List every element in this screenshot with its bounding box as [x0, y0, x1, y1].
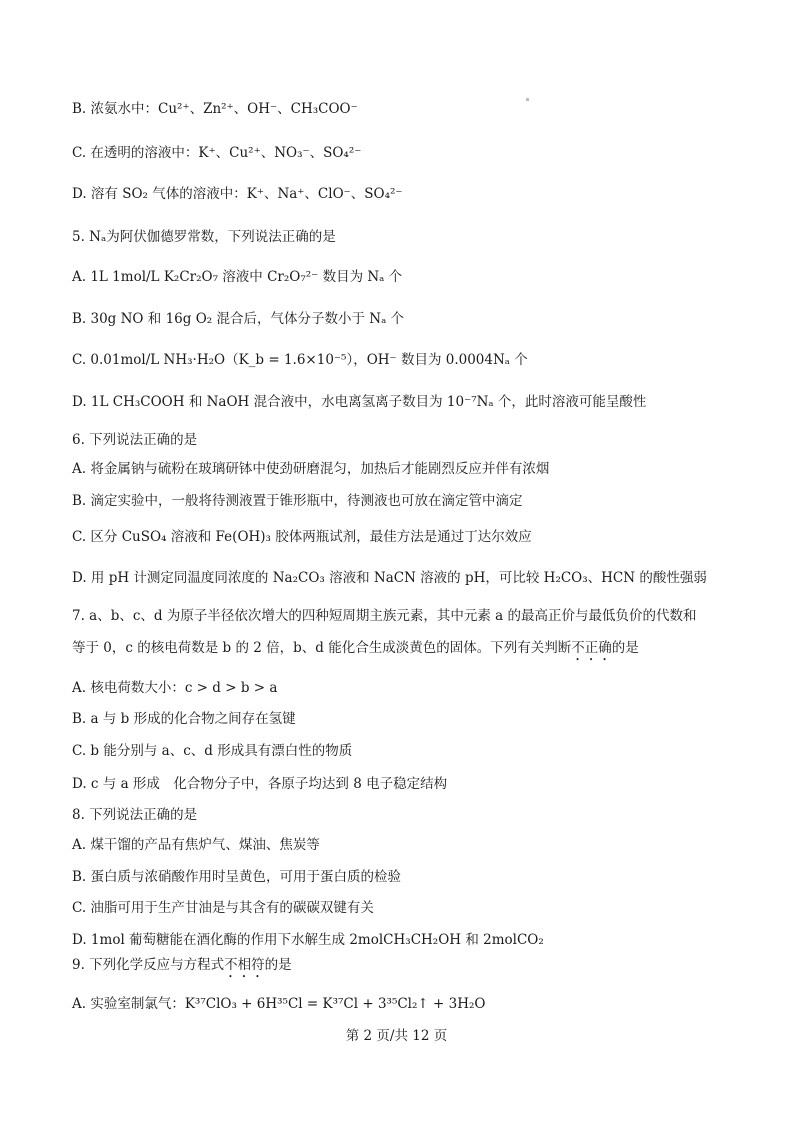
option-5d: D. 1L CH₃COOH 和 NaOH 混合液中，水电离氢离子数目为 10⁻⁷Nₐ 个，此时溶液可能呈酸性: [72, 394, 647, 410]
question-9-stem: 9. 下列化学反应与方程式不相符的是: [72, 957, 292, 973]
question-5-stem: 5. Nₐ为阿伏伽德罗常数，下列说法正确的是: [72, 229, 336, 245]
option-6c: C. 区分 CuSO₄ 溶液和 Fe(OH)₃ 胶体两瓶试剂，最佳方法是通过丁达尔效应: [72, 529, 532, 545]
question-8-stem: 8. 下列说法正确的是: [72, 807, 198, 823]
option-6a: A. 将金属钠与硫粉在玻璃研钵中使劲研磨混匀，加热后才能剧烈反应并伴有浓烟: [72, 461, 550, 477]
option-8b: B. 蛋白质与浓硝酸作用时呈黄色，可用于蛋白质的检验: [72, 869, 402, 885]
option-5a: A. 1L 1mol/L K₂Cr₂O₇ 溶液中 Cr₂O₇²⁻ 数目为 Nₐ 个: [72, 269, 403, 285]
option-6b: B. 滴定实验中，一般将待测液置于锥形瓶中，待测液也可放在滴定管中滴定: [72, 493, 523, 509]
option-9a: A. 实验室制氯气：K³⁷ClO₃ + 6H³⁵Cl = K³⁷Cl + 3³⁵Cl₂↑ + 3H₂O: [72, 996, 486, 1012]
option-4d: D. 溶有 SO₂ 气体的溶液中：K⁺、Na⁺、ClO⁻、SO₄²⁻: [72, 186, 403, 202]
option-7a: A. 核电荷数大小：c > d > b > a: [72, 680, 278, 696]
question-7-stem-line2: 等于 0，c 的核电荷数是 b 的 2 倍，b、d 能化合生成淡黄色的固体。下列有关判断不正确的是: [72, 640, 639, 656]
question-6-stem: 6. 下列说法正确的是: [72, 432, 198, 448]
option-8d: D. 1mol 葡萄糖能在酒化酶的作用下水解生成 2molCH₃CH₂OH 和 2molCO₂: [72, 932, 544, 948]
option-5b: B. 30g NO 和 16g O₂ 混合后，气体分子数小于 Nₐ 个: [72, 311, 405, 327]
page-footer: 第 2 页/共 12 页: [345, 1028, 448, 1044]
option-8c: C. 油脂可用于生产甘油是与其含有的碳碳双键有关: [72, 900, 374, 916]
option-4c: C. 在透明的溶液中：K⁺、Cu²⁺、NO₃⁻、SO₄²⁻: [72, 145, 362, 161]
option-7c: C. b 能分别与 a、c、d 形成具有漂白性的物质: [72, 743, 353, 759]
option-5c: C. 0.01mol/L NH₃·H₂O（K_b = 1.6×10⁻⁵），OH⁻ 数目为 0.0004Nₐ 个: [72, 352, 528, 368]
option-7b: B. a 与 b 形成的化合物之间存在氢键: [72, 711, 296, 727]
option-4b: B. 浓氨水中：Cu²⁺、Zn²⁺、OH⁻、CH₃COO⁻: [72, 101, 358, 117]
option-8a: A. 煤干馏的产品有焦炉气、煤油、焦炭等: [72, 837, 320, 853]
option-6d: D. 用 pH 计测定同温度同浓度的 Na₂CO₃ 溶液和 NaCN 溶液的 pH，可比较 H₂CO₃、HCN 的酸性强弱: [72, 570, 707, 586]
question-7-stem-line1: 7. a、b、c、d 为原子半径依次增大的四种短周期主族元素，其中元素 a 的最高正价与最低负价的代数和: [72, 608, 697, 624]
option-7d: D. c 与 a 形成 化合物分子中，各原子均达到 8 电子稳定结构: [72, 776, 448, 792]
